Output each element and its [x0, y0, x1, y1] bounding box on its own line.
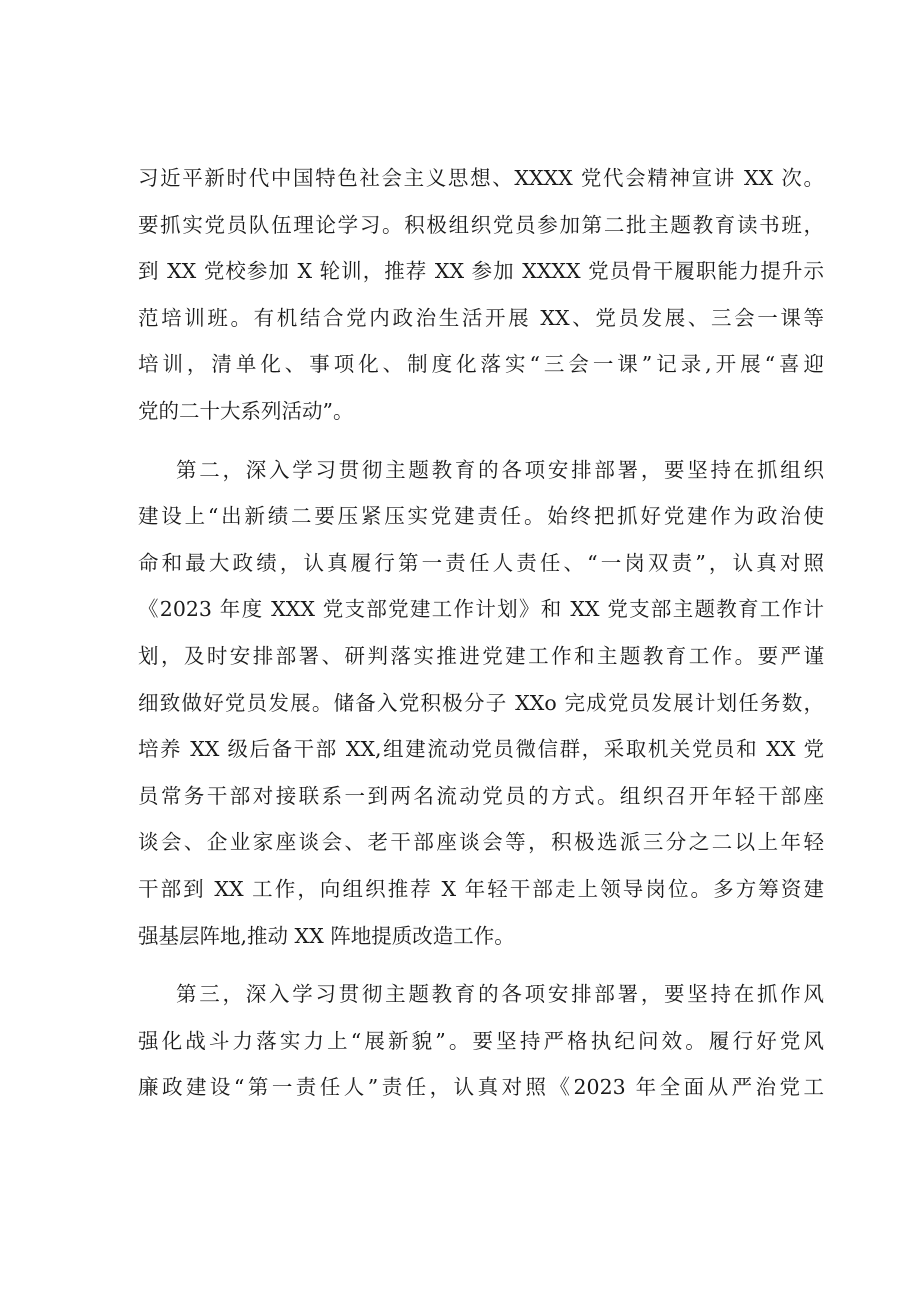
- text-line: 划，及时安排部署、研判落实推进党建工作和主题教育工作。要严谨: [138, 643, 824, 668]
- text-line: 员常务干部对接联系一到两名流动党员的方式。组织召开年轻干部座: [138, 783, 824, 808]
- text-line: 培训，清单化、事项化、制度化落实“三会一课”记录,开展“喜迎: [138, 352, 824, 377]
- text-line: 《2023 年度 XXX 党支部党建工作计划》和 XX 党支部主题教育工作计: [138, 597, 824, 622]
- text-line: 建设上“出新绩二要压紧压实党建责任。始终把抓好党建作为政治使: [138, 504, 824, 529]
- text-line: 培养 XX 级后备干部 XX,组建流动党员微信群，采取机关党员和 XX 党: [138, 737, 824, 762]
- text-line: 干部到 XX 工作，向组织推荐 X 年轻干部走上领导岗位。多方筹资建: [138, 876, 824, 901]
- text-line: 第二，深入学习贯彻主题教育的各项安排部署，要坚持在抓组织: [176, 457, 824, 482]
- text-line: 命和最大政绩，认真履行第一责任人责任、“一岗双责”，认真对照: [138, 550, 824, 575]
- text-line: 第三，深入学习贯彻主题教育的各项安排部署，要坚持在抓作风: [176, 982, 824, 1007]
- paragraph-gap: [138, 435, 824, 447]
- text-line: 习近平新时代中国特色社会主义思想、XXXX 党代会精神宣讲 XX 次。: [138, 166, 824, 190]
- text-line: 到 XX 党校参加 X 轮训，推荐 XX 参加 XXXX 党员骨干履职能力提升示: [138, 259, 824, 284]
- text-line: 党的二十大系列活动”。: [138, 398, 354, 423]
- text-line: 细致做好党员发展。储备入党积极分子 XXo 完成党员发展计划任务数，: [138, 690, 824, 715]
- text-line: 强化战斗力落实力上“展新貌”。要坚持严格执纪问效。履行好党风: [138, 1028, 824, 1053]
- text-line: 谈会、企业家座谈会、老干部座谈会等，积极选派三分之二以上年轻: [138, 830, 824, 855]
- paragraph-gap: [138, 959, 824, 971]
- text-line: 强基层阵地,推动 XX 阵地提质改造工作。: [138, 923, 515, 948]
- text-line: 范培训班。有机结合党内政治生活开展 XX、党员发展、三会一课等: [138, 305, 824, 330]
- text-line: 廉政建设“第一责任人”责任，认真对照《2023 年全面从严治党工: [138, 1075, 824, 1100]
- body-text: [138, 155, 824, 1111]
- text-line: 要抓实党员队伍理论学习。积极组织党员参加第二批主题教育读书班，: [138, 212, 824, 237]
